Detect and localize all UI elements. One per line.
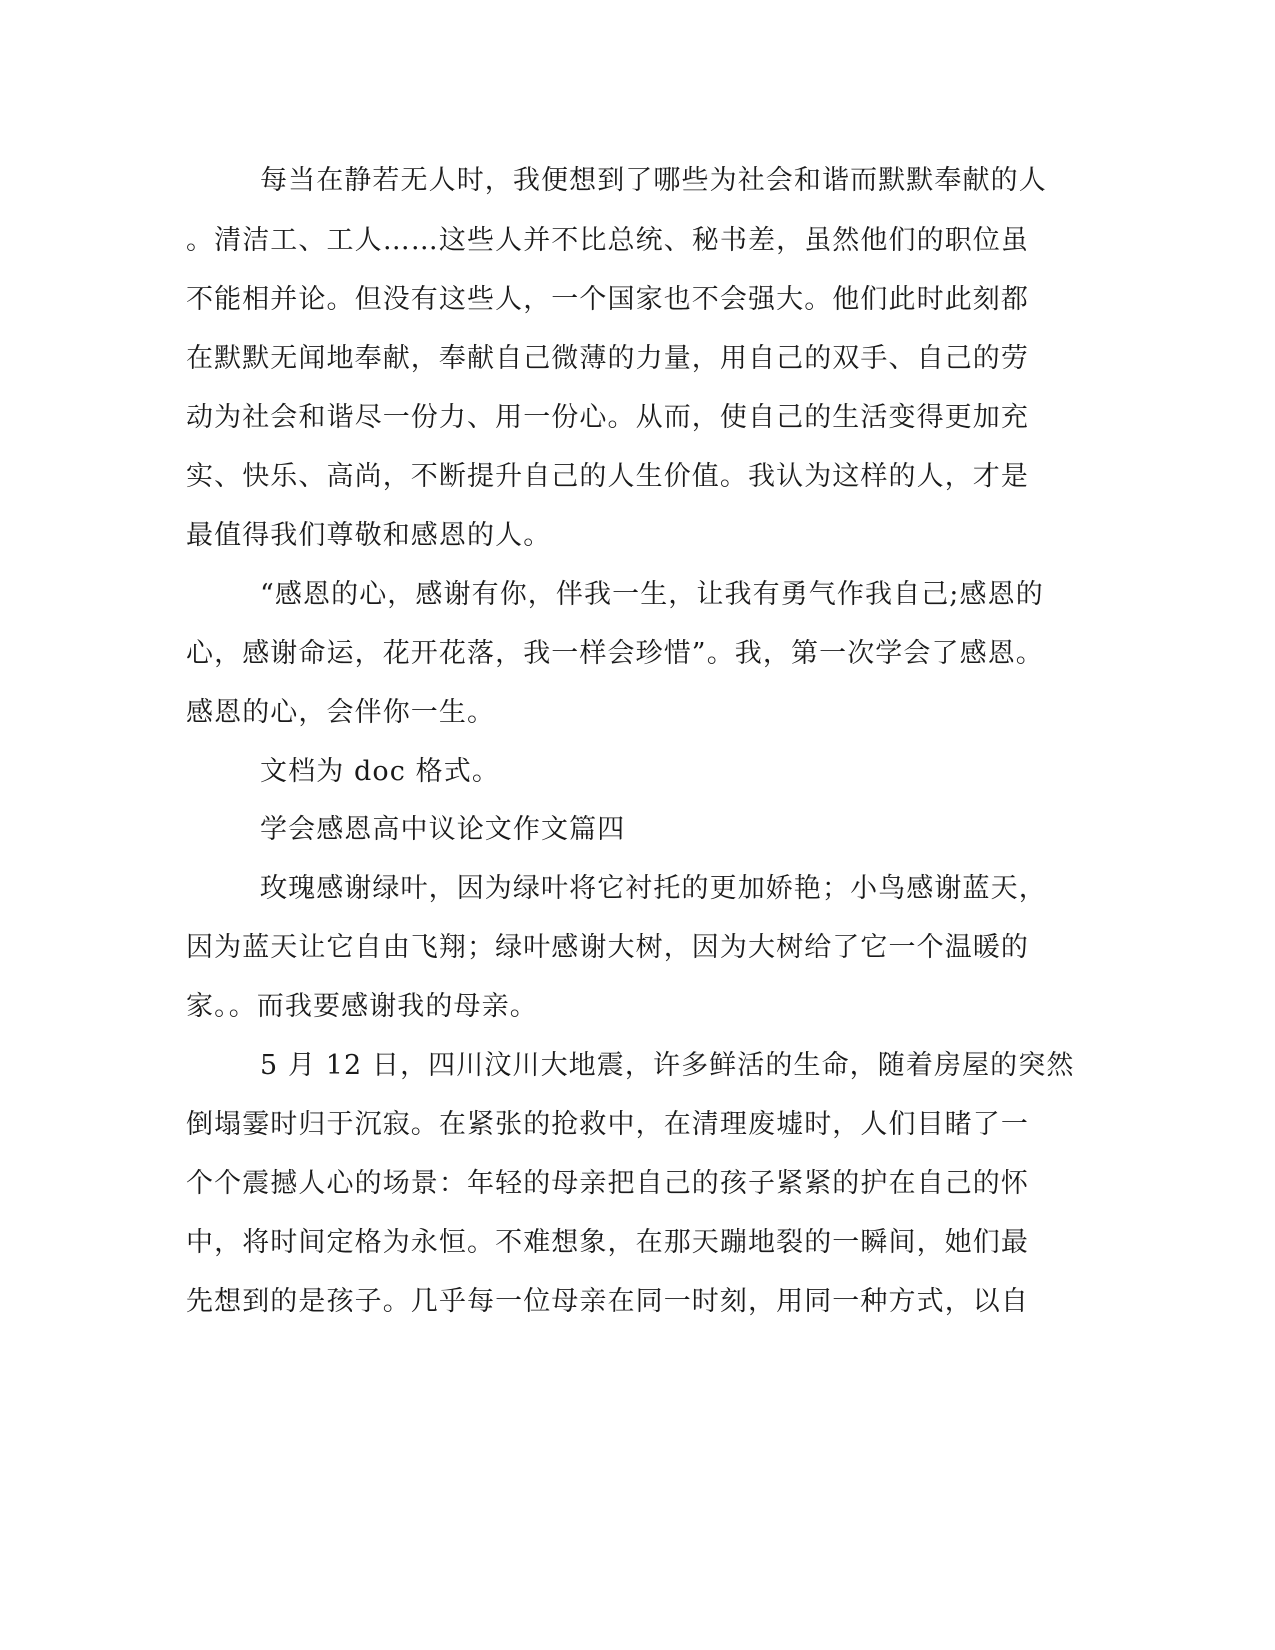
paragraph-line: 先想到的是孩子。几乎每一位母亲在同一时刻，用同一种方式，以自 (186, 1286, 1029, 1317)
paragraph-line: 个个震撼人心的场景：年轻的母亲把自己的孩子紧紧的护在自己的怀 (186, 1168, 1029, 1199)
paragraph-line: 。清洁工、工人……这些人并不比总统、秘书差，虽然他们的职位虽 (186, 225, 1029, 256)
paragraph-line: 感恩的心，会伴你一生。 (186, 697, 496, 728)
paragraph-line: 心，感谢命运，花开花落，我一样会珍惜”。我，第一次学会了感恩。 (186, 638, 1044, 669)
paragraph-line: 中，将时间定格为永恒。不难想象，在那天蹦地裂的一瞬间，她们最 (186, 1227, 1029, 1258)
paragraph-line: 倒塌霎时归于沉寂。在紧张的抢救中，在清理废墟时，人们目睹了一 (186, 1109, 1029, 1140)
section-heading: 学会感恩高中议论文作文篇四 (260, 814, 626, 845)
paragraph-line: 动为社会和谐尽一份力、用一份心。从而，使自己的生活变得更加充 (186, 402, 1029, 433)
format-note: 文档为 doc 格式。 (260, 756, 500, 787)
paragraph-line: 因为蓝天让它自由飞翔；绿叶感谢大树，因为大树给了它一个温暖的 (186, 932, 1029, 963)
paragraph-line: 5 月 12 日，四川汶川大地震，许多鲜活的生命，随着房屋的突然 (260, 1050, 1075, 1081)
paragraph-line: “感恩的心，感谢有你，伴我一生，让我有勇气作我自己;感恩的 (260, 579, 1044, 610)
paragraph-line: 玫瑰感谢绿叶，因为绿叶将它衬托的更加娇艳；小鸟感谢蓝天， (260, 873, 1047, 904)
paragraph-line: 不能相并论。但没有这些人，一个国家也不会强大。他们此时此刻都 (186, 284, 1029, 315)
paragraph-line: 最值得我们尊敬和感恩的人。 (186, 520, 552, 551)
paragraph-line: 每当在静若无人时，我便想到了哪些为社会和谐而默默奉献的人 (260, 165, 1047, 196)
paragraph-line: 在默默无闻地奉献，奉献自己微薄的力量，用自己的双手、自己的劳 (186, 343, 1029, 374)
paragraph-line: 实、快乐、高尚，不断提升自己的人生价值。我认为这样的人，才是 (186, 461, 1029, 492)
paragraph-line: 家。。而我要感谢我的母亲。 (186, 991, 538, 1022)
